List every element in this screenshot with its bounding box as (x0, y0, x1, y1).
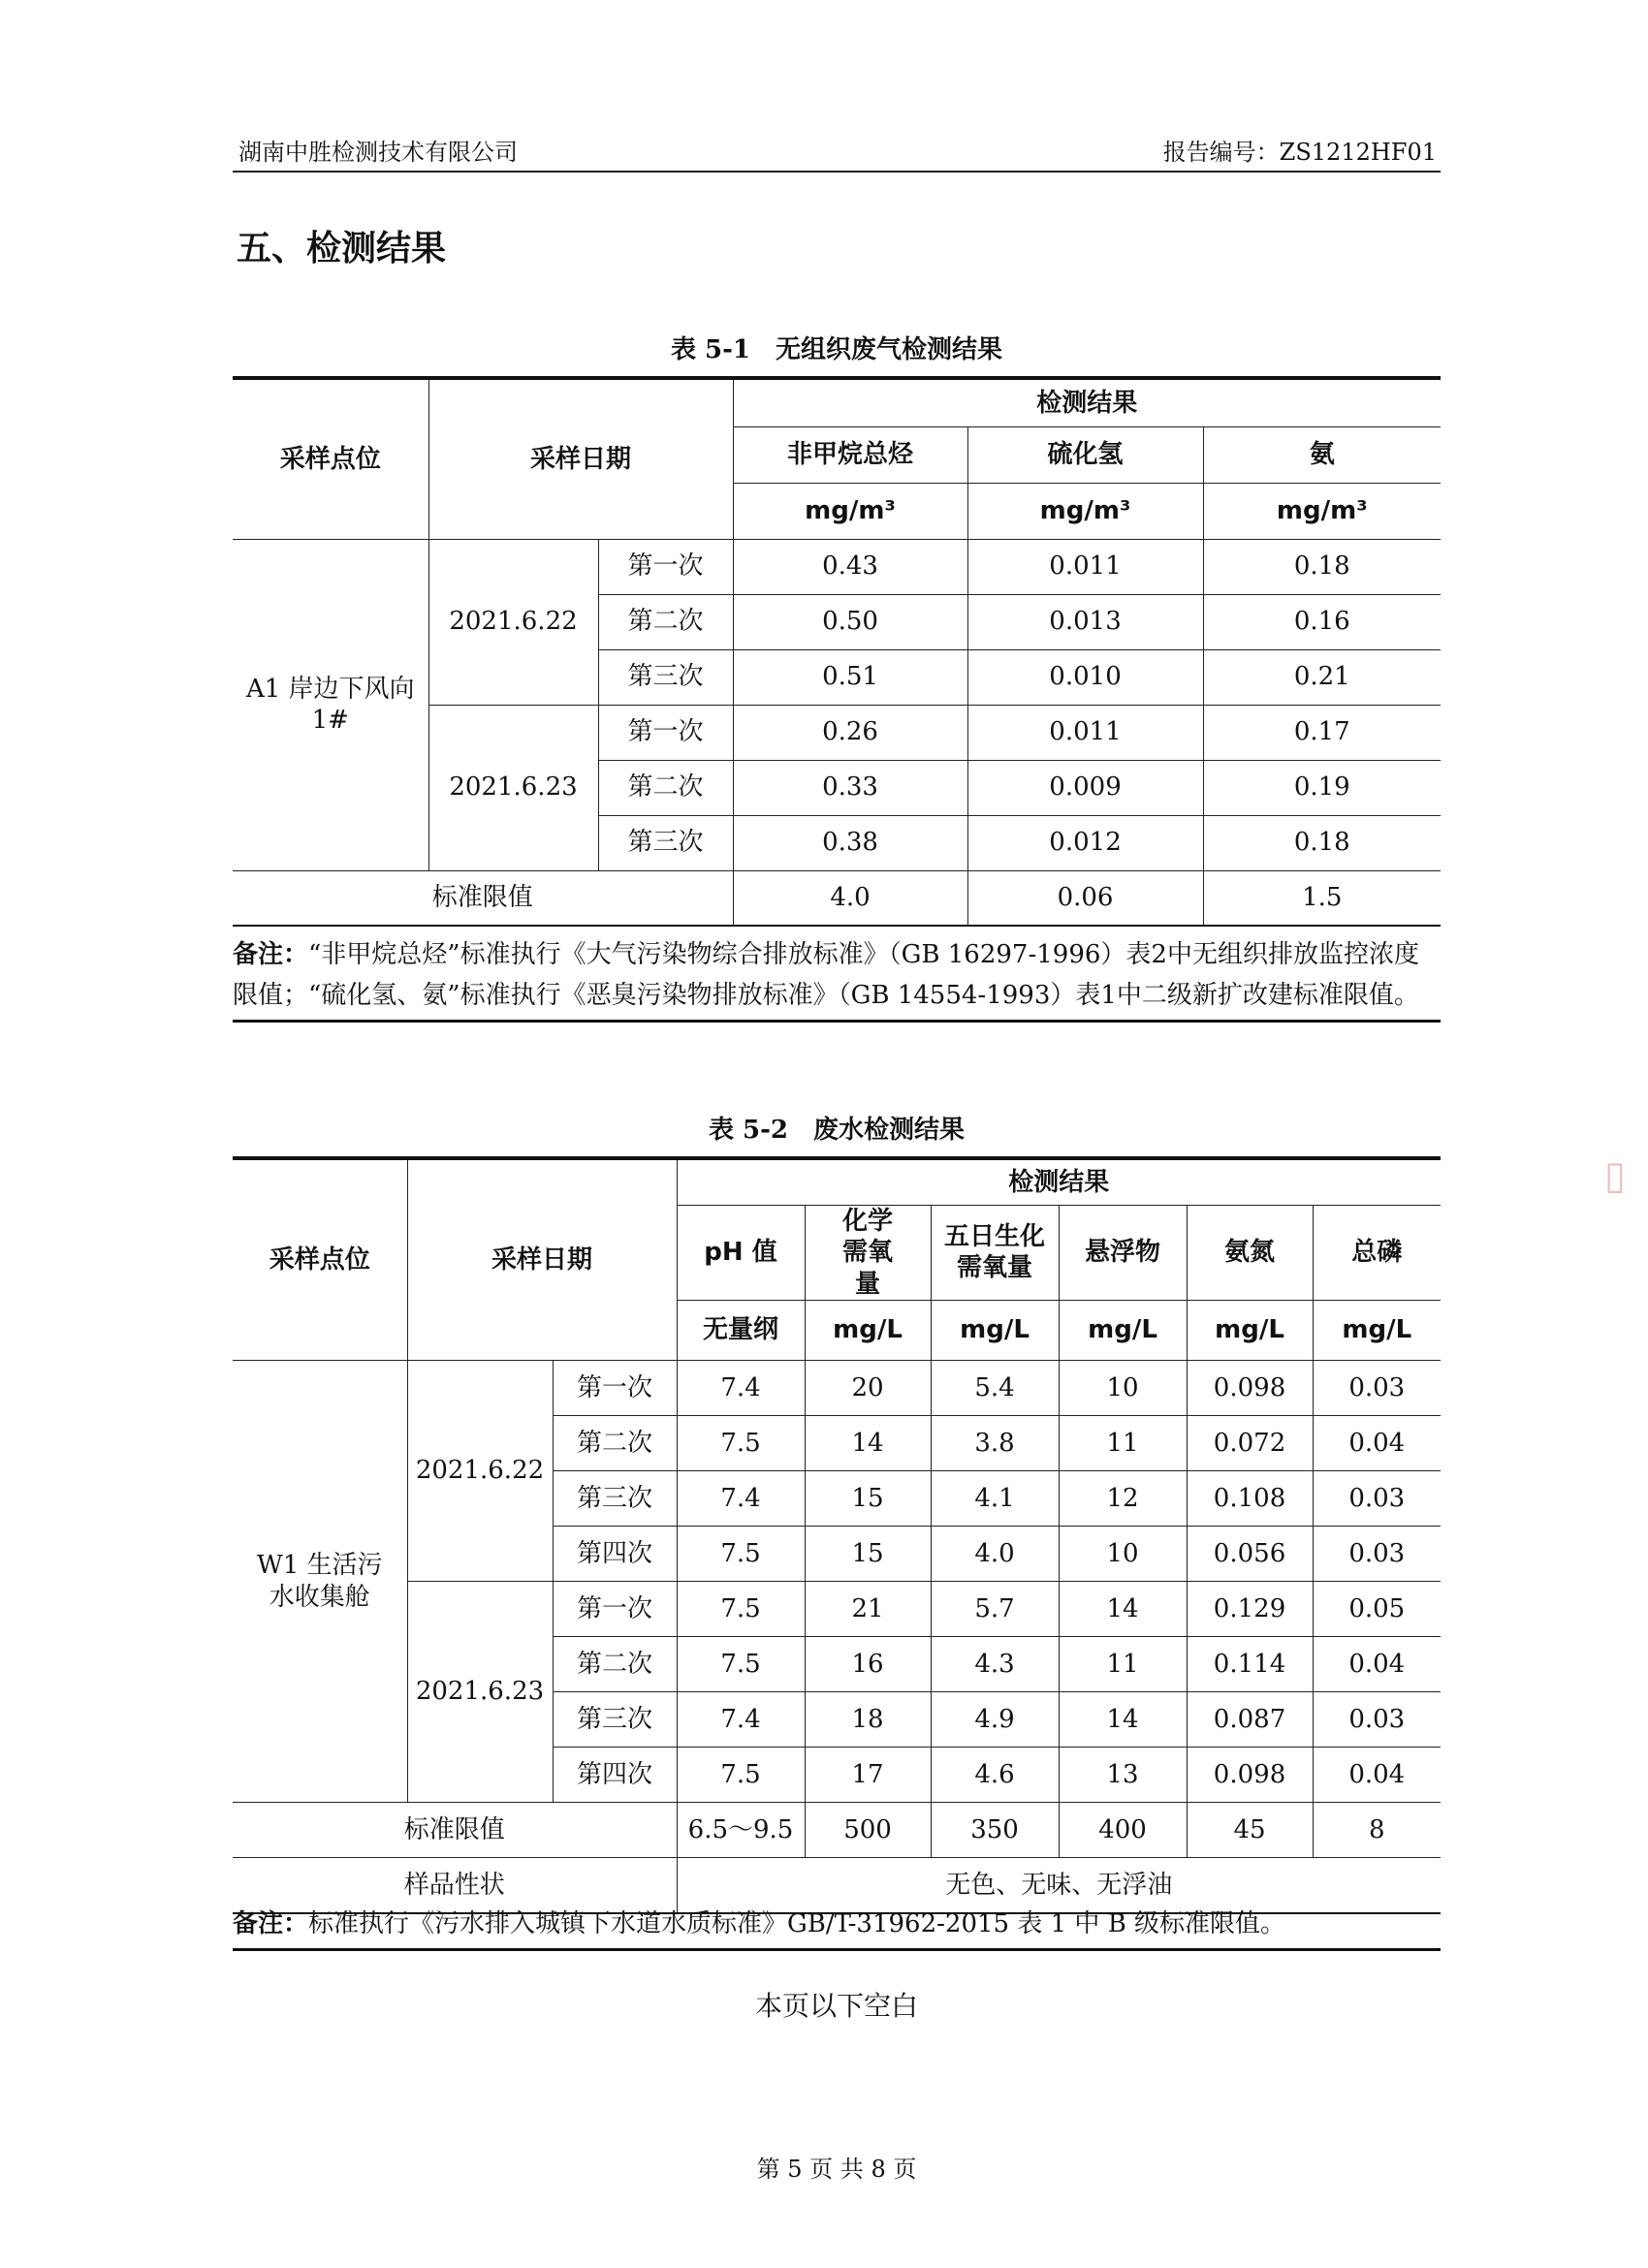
value-cell: 0.04 (1313, 1748, 1441, 1803)
value-cell: 10 (1059, 1361, 1187, 1416)
run-label: 第四次 (553, 1748, 677, 1803)
sampling-date-cell: 2021.6.23 (428, 705, 598, 870)
value-cell: 4.9 (931, 1692, 1059, 1748)
header-test-results: 检测结果 (677, 1158, 1441, 1205)
limit-row (233, 1803, 1441, 1858)
value-cell: 0.33 (733, 760, 967, 815)
limit-value: 1.5 (1203, 870, 1441, 926)
value-cell: 0.010 (967, 649, 1203, 705)
remark-label: 备注： (233, 940, 309, 969)
run-label: 第一次 (598, 539, 733, 594)
limit-value: 0.06 (967, 870, 1203, 926)
sampling-point-cell: W1 生活污水收集舱 (233, 1361, 407, 1803)
column-unit: mg/L (1313, 1301, 1441, 1361)
value-cell: 16 (805, 1637, 931, 1692)
column-unit: mg/m³ (967, 483, 1203, 539)
value-cell: 0.072 (1187, 1416, 1313, 1471)
sampling-point-cell: A1 岸边下风向 1# (233, 539, 428, 870)
value-cell: 21 (805, 1582, 931, 1637)
value-cell: 0.26 (733, 705, 967, 760)
value-cell: 11 (1059, 1637, 1187, 1692)
run-label: 第三次 (598, 815, 733, 870)
value-cell: 0.011 (967, 539, 1203, 594)
limit-value: 8 (1313, 1803, 1441, 1858)
value-cell: 0.19 (1203, 760, 1441, 815)
header-test-results: 检测结果 (733, 378, 1441, 426)
remark-text: “非甲烷总烃”标准执行《大气污染物综合排放标准》（GB 16297-1996）表2中无组织排放监控浓度限值；“硫化氢、氨”标准执行《恶臭污染物排放标准》（GB 14554-1993）表1中二级新扩改建标准限值。 (233, 940, 1419, 1010)
value-cell: 20 (805, 1361, 931, 1416)
value-cell: 0.03 (1313, 1692, 1441, 1748)
limit-value: 4.0 (733, 870, 967, 926)
run-label: 第一次 (553, 1361, 677, 1416)
column-header: 非甲烷总烃 (733, 426, 967, 483)
value-cell: 0.04 (1313, 1637, 1441, 1692)
stamp-edge-mark: ▯ (1604, 1153, 1627, 1198)
column-unit: mg/m³ (733, 483, 967, 539)
value-cell: 0.50 (733, 594, 967, 649)
table2-caption-number: 表 5-2 (708, 1116, 788, 1145)
limit-value: 500 (805, 1803, 931, 1858)
table-row (233, 1582, 1441, 1637)
run-label: 第三次 (598, 649, 733, 705)
value-cell: 0.18 (1203, 539, 1441, 594)
value-cell: 15 (805, 1527, 931, 1582)
limit-label: 标准限值 (233, 870, 733, 926)
column-unit: mg/L (805, 1301, 931, 1361)
value-cell: 7.4 (677, 1692, 805, 1748)
value-cell: 4.3 (931, 1637, 1059, 1692)
value-cell: 0.04 (1313, 1416, 1441, 1471)
run-label: 第一次 (553, 1582, 677, 1637)
column-header: 悬浮物 (1059, 1205, 1187, 1301)
page-footer: 第 5 页 共 8 页 (756, 2156, 917, 2183)
value-cell: 0.098 (1187, 1361, 1313, 1416)
value-cell: 3.8 (931, 1416, 1059, 1471)
column-header: 五日生化需氧量 (931, 1205, 1059, 1301)
column-unit: mg/m³ (1203, 483, 1441, 539)
sampling-date-cell: 2021.6.22 (407, 1361, 553, 1582)
sampling-date-cell: 2021.6.22 (428, 539, 598, 705)
column-header: pH 值 (677, 1205, 805, 1301)
wastewater-results-table (233, 1156, 1441, 1914)
value-cell: 18 (805, 1692, 931, 1748)
value-cell: 0.011 (967, 705, 1203, 760)
column-header: 氨氮 (1187, 1205, 1313, 1301)
value-cell: 4.6 (931, 1748, 1059, 1803)
run-label: 第三次 (553, 1692, 677, 1748)
value-cell: 5.4 (931, 1361, 1059, 1416)
value-cell: 0.16 (1203, 594, 1441, 649)
value-cell: 0.087 (1187, 1692, 1313, 1748)
emission-results-table (233, 376, 1441, 927)
table1-remark (233, 934, 1441, 1023)
value-cell: 0.03 (1313, 1471, 1441, 1527)
column-unit: mg/L (1187, 1301, 1313, 1361)
value-cell: 5.7 (931, 1582, 1059, 1637)
value-cell: 0.38 (733, 815, 967, 870)
header-sampling-point: 采样点位 (233, 378, 428, 539)
table-row (233, 1361, 1441, 1416)
value-cell: 0.013 (967, 594, 1203, 649)
table2-remark (233, 1904, 1441, 1951)
value-cell: 0.51 (733, 649, 967, 705)
run-label: 第二次 (598, 594, 733, 649)
value-cell: 14 (1059, 1692, 1187, 1748)
run-label: 第一次 (598, 705, 733, 760)
column-header: 化学需氧量 (805, 1205, 931, 1301)
value-cell: 7.5 (677, 1527, 805, 1582)
company-name: 湖南中胜检测技术有限公司 (238, 139, 518, 166)
value-cell: 0.17 (1203, 705, 1441, 760)
header-sampling-point: 采样点位 (233, 1158, 407, 1361)
value-cell: 15 (805, 1471, 931, 1527)
column-unit: mg/L (931, 1301, 1059, 1361)
limit-row (233, 870, 1441, 926)
value-cell: 13 (1059, 1748, 1187, 1803)
run-label: 第三次 (553, 1471, 677, 1527)
remark-label: 备注： (233, 1909, 309, 1938)
limit-value: 6.5～9.5 (677, 1803, 805, 1858)
value-cell: 0.21 (1203, 649, 1441, 705)
table-row (233, 539, 1441, 594)
value-cell: 7.5 (677, 1582, 805, 1637)
value-cell: 4.0 (931, 1527, 1059, 1582)
header-sampling-date: 采样日期 (428, 378, 733, 539)
value-cell: 0.012 (967, 815, 1203, 870)
table2-caption-title: 废水检测结果 (813, 1116, 966, 1145)
value-cell: 7.4 (677, 1361, 805, 1416)
table1-caption (233, 330, 1441, 365)
value-cell: 0.03 (1313, 1527, 1441, 1582)
run-label: 第二次 (553, 1637, 677, 1692)
report-number: 报告编号：ZS1212HF01 (1162, 139, 1437, 166)
section-title: 五、检测结果 (237, 229, 447, 268)
column-header: 总磷 (1313, 1205, 1441, 1301)
table1-caption-title: 无组织废气检测结果 (776, 335, 1003, 364)
appearance-label: 样品性状 (233, 1858, 677, 1913)
value-cell: 0.009 (967, 760, 1203, 815)
value-cell: 4.1 (931, 1471, 1059, 1527)
header-sampling-date: 采样日期 (407, 1158, 677, 1361)
limit-label: 标准限值 (233, 1803, 677, 1858)
value-cell: 0.108 (1187, 1471, 1313, 1527)
column-header: 氨 (1203, 426, 1441, 483)
remark-text: 标准执行《污水排入城镇下水道水质标准》GB/T-31962-2015 表 1 中 B 级标准限值。 (308, 1909, 1286, 1938)
sampling-date-cell: 2021.6.23 (407, 1582, 553, 1803)
value-cell: 10 (1059, 1527, 1187, 1582)
run-label: 第二次 (598, 760, 733, 815)
value-cell: 14 (805, 1416, 931, 1471)
value-cell: 17 (805, 1748, 931, 1803)
value-cell: 7.5 (677, 1416, 805, 1471)
value-cell: 14 (1059, 1582, 1187, 1637)
value-cell: 0.129 (1187, 1582, 1313, 1637)
limit-value: 400 (1059, 1803, 1187, 1858)
run-label: 第二次 (553, 1416, 677, 1471)
limit-value: 350 (931, 1803, 1059, 1858)
page-header (233, 136, 1441, 173)
value-cell: 0.098 (1187, 1748, 1313, 1803)
value-cell: 7.4 (677, 1471, 805, 1527)
column-unit: mg/L (1059, 1301, 1187, 1361)
value-cell: 7.5 (677, 1748, 805, 1803)
appearance-value: 无色、无味、无浮油 (677, 1858, 1441, 1913)
value-cell: 11 (1059, 1416, 1187, 1471)
blank-below-note: 本页以下空白 (754, 1990, 918, 2022)
column-unit: 无量纲 (677, 1301, 805, 1361)
table1-caption-number: 表 5-1 (670, 335, 750, 364)
value-cell: 0.18 (1203, 815, 1441, 870)
value-cell: 0.03 (1313, 1361, 1441, 1416)
limit-value: 45 (1187, 1803, 1313, 1858)
column-header: 硫化氢 (967, 426, 1203, 483)
value-cell: 0.056 (1187, 1527, 1313, 1582)
value-cell: 12 (1059, 1471, 1187, 1527)
value-cell: 7.5 (677, 1637, 805, 1692)
table2-caption (233, 1110, 1441, 1146)
value-cell: 0.114 (1187, 1637, 1313, 1692)
run-label: 第四次 (553, 1527, 677, 1582)
value-cell: 0.05 (1313, 1582, 1441, 1637)
value-cell: 0.43 (733, 539, 967, 594)
